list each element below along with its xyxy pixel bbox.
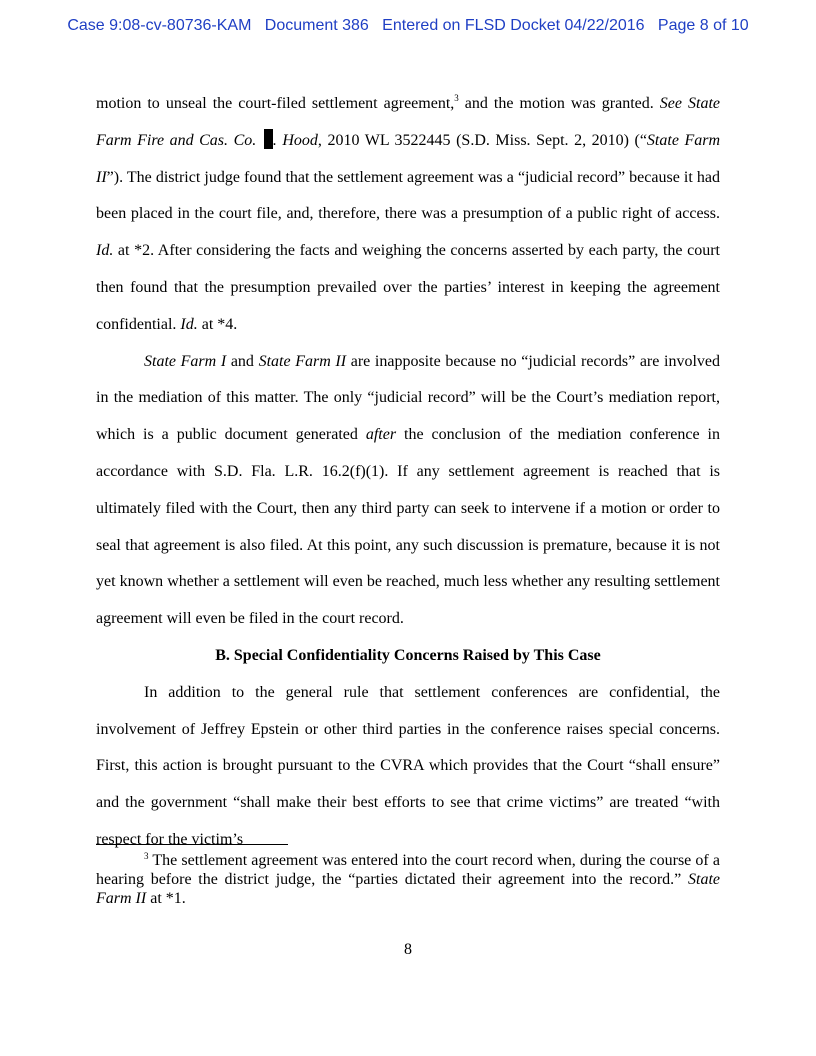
footnote-reference: 3 — [454, 93, 459, 103]
page-indicator: Page 8 of 10 — [657, 17, 749, 34]
footnote: $^3$ The settlement agreement was entered into the court record when, during the course of a hearing before the district judge, the “parties dictated their agreement into the record.” State Farm II at *1. — [96, 851, 720, 907]
redaction-mark — [264, 129, 273, 149]
page-number: 8 — [404, 941, 412, 958]
ecf-header — [0, 17, 816, 35]
paragraph-state-farm-ii: motion to unseal the court-filed settlement agreement,$^3$ and the motion was granted. See State Farm Fire and Cas. Co. . Hood, 2010 WL 3522445 (S.D. Miss. Sept. 2, 2010) (“State Farm II”). The district judge found that the settlement agreement was a “judicial record” because it had been placed in the court file, and, therefore, there was a presumption of a public right of access. Id. at *2. After considering the facts and weighing the concerns asserted by each party, the court then found that the presumption prevailed over the parties’ interest in keeping the agreement confidential. Id. at *4. — [96, 93, 721, 333]
docket-entry: Entered on FLSD Docket 04/22/2016 — [382, 17, 645, 34]
footnote-number: 3 — [144, 851, 149, 861]
paragraph-special-concerns: In addition to the general rule that settlement conferences are confidential, the involvement of Jeffrey Epstein or other third parties in the conference raises special concerns. First, this action is brought pursuant to the CVRA which provides that the Court “shall ensure” and the government “shall make their best efforts to see that crime victims” are treated “with respect for the victim’s — [96, 683, 720, 848]
paragraph-inapposite: State Farm I and State Farm II are inapposite because no “judicial records” are involved in the mediation of this matter. The only “judicial record” will be the Court’s mediation report, which is a public document generated after the conclusion of the mediation conference in accordance with S.D. Fla. L.R. 16.2(f)(1). If any settlement agreement is reached that is ultimately filed with the Court, then any third party can seek to intervene if a motion or order to seal that agreement is also filed. At this point, any such discussion is premature, because it is not yet known whether a settlement will even be reached, much less whether any resulting settlement agreement will even be filed in the court record. — [96, 352, 721, 628]
page-body — [96, 86, 720, 859]
case-number: Case 9:08-cv-80736-KAM — [67, 17, 252, 34]
document-number: Document 386 — [264, 17, 369, 34]
section-heading: B. Special Confidentiality Concerns Raised by This Case — [215, 646, 601, 664]
footnote-divider — [96, 844, 288, 845]
case-citation: See State Farm Fire and Cas. Co. — [96, 95, 721, 149]
